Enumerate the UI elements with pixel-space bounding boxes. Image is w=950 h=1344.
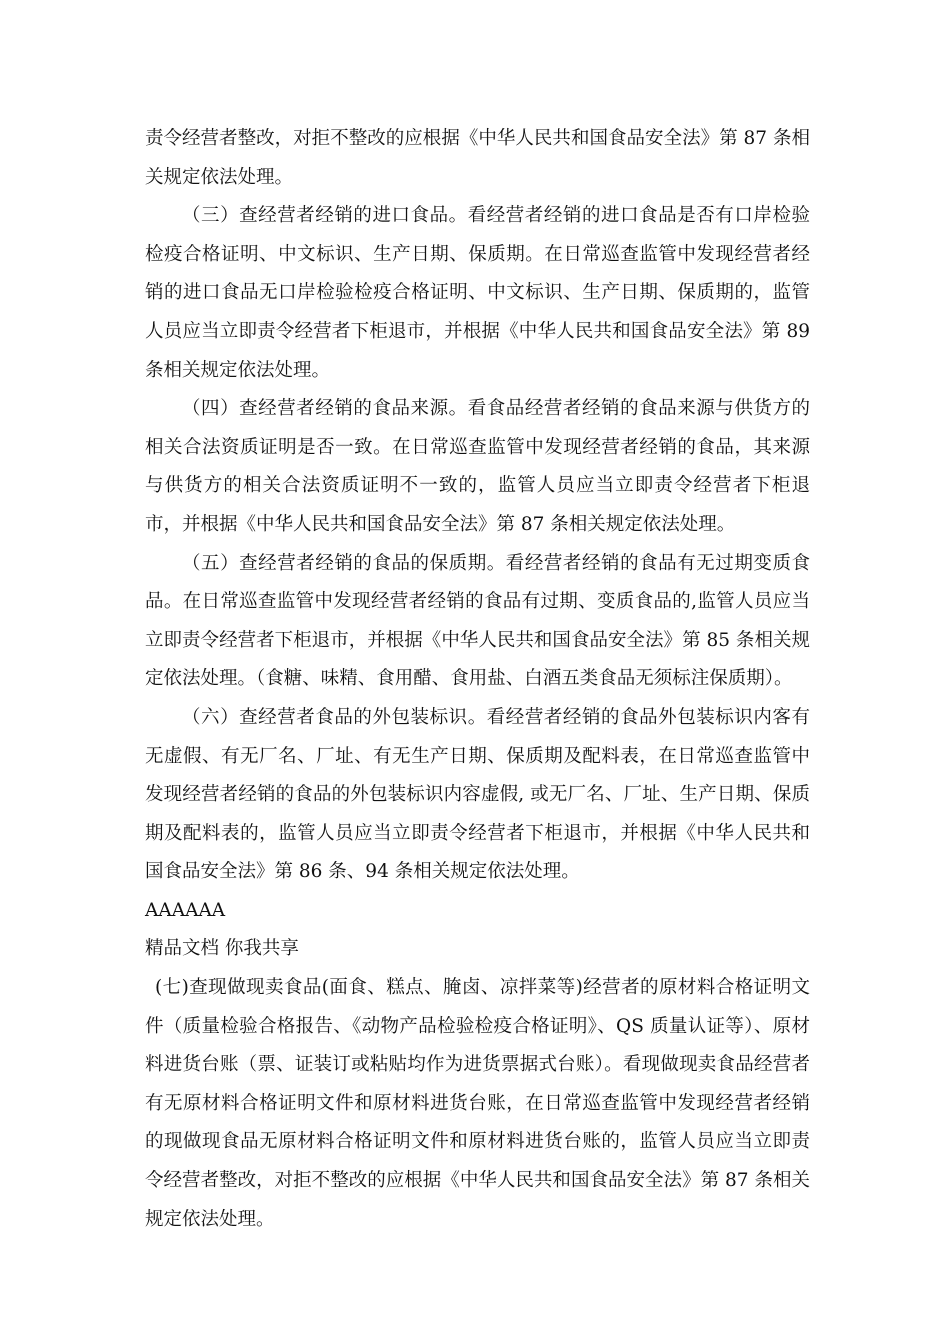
placeholder-text: AAAAAA xyxy=(145,899,226,921)
document-body xyxy=(145,120,810,1239)
paragraph-section-3: （三）查经营者经销的进口食品。看经营者经销的进口食品是否有口岸检验检疫合格证明、中文标识、生产日期、保质期。在日常巡查监管中发现经营者经销的进口食品无口岸检验检疫合格证明、中文标识、生产日期、保质期的，监管人员应当立即责令经营者下柜退市，并根据《中华人民共和国食品安全法》第 89 条相关规定依法处理。 xyxy=(145,205,810,381)
paragraph-section-4: （四）查经营者经销的食品来源。看食品经营者经销的食品来源与供货方的相关合法资质证明是否一致。在日常巡查监管中发现经营者经销的食品，其来源与供货方的相关合法资质证明不一致的，监管人员应当立即责令经营者下柜退市，并根据《中华人民共和国食品安全法》第 87 条相关规定依法处理。 xyxy=(145,398,810,535)
paragraph-section-7: (七)查现做现卖食品(面食、糕点、腌卤、凉拌菜等)经营者的原材料合格证明文件（质量检验合格报告、《动物产品检验检疫合格证明》、QS 质量认证等）、原材料进货台账（票、证装订或粘贴均作为进货票据式台账）。看现做现卖食品经营者有无原材料合格证明文件和原材料进货台账，在日常巡查监管中发现经营者经销的现做现食品无原材料合格证明文件和原材料进货台账的，监管人员应当立即责令经营者整改，对拒不整改的应根据《中华人民共和国食品安全法》第 87 条相关规定依法处理。 xyxy=(145,977,810,1230)
paragraph-section-5: （五）查经营者经销的食品的保质期。看经营者经销的食品有无过期变质食品。在日常巡查监管中发现经营者经销的食品有过期、变质食品的,监管人员应当立即责令经营者下柜退市，并根据《中华人民共和国食品安全法》第 85 条相关规定依法处理。（食糖、味精、食用醋、食用盐、白酒五类食品无须标注保质期）。 xyxy=(145,552,810,690)
paragraph-continued: 责令经营者整改，对拒不整改的应根据《中华人民共和国食品安全法》第 87 条相关规定依法处理。 xyxy=(145,128,810,188)
watermark-text: 精品文档 你我共享 xyxy=(145,938,299,960)
paragraph-section-6: （六）查经营者食品的外包装标识。看经营者经销的食品外包装标识内客有无虚假、有无厂名、厂址、有无生产日期、保质期及配料表，在日常巡查监管中发现经营者经销的食品的外包装标识内容虚假, 或无厂名、厂址、生产日期、保质期及配料表的，监管人员应当立即责令经营者下柜退市，并根据《中华人民共和国食品安全法》第 86 条、94 条相关规定依法处理。 xyxy=(145,706,810,883)
